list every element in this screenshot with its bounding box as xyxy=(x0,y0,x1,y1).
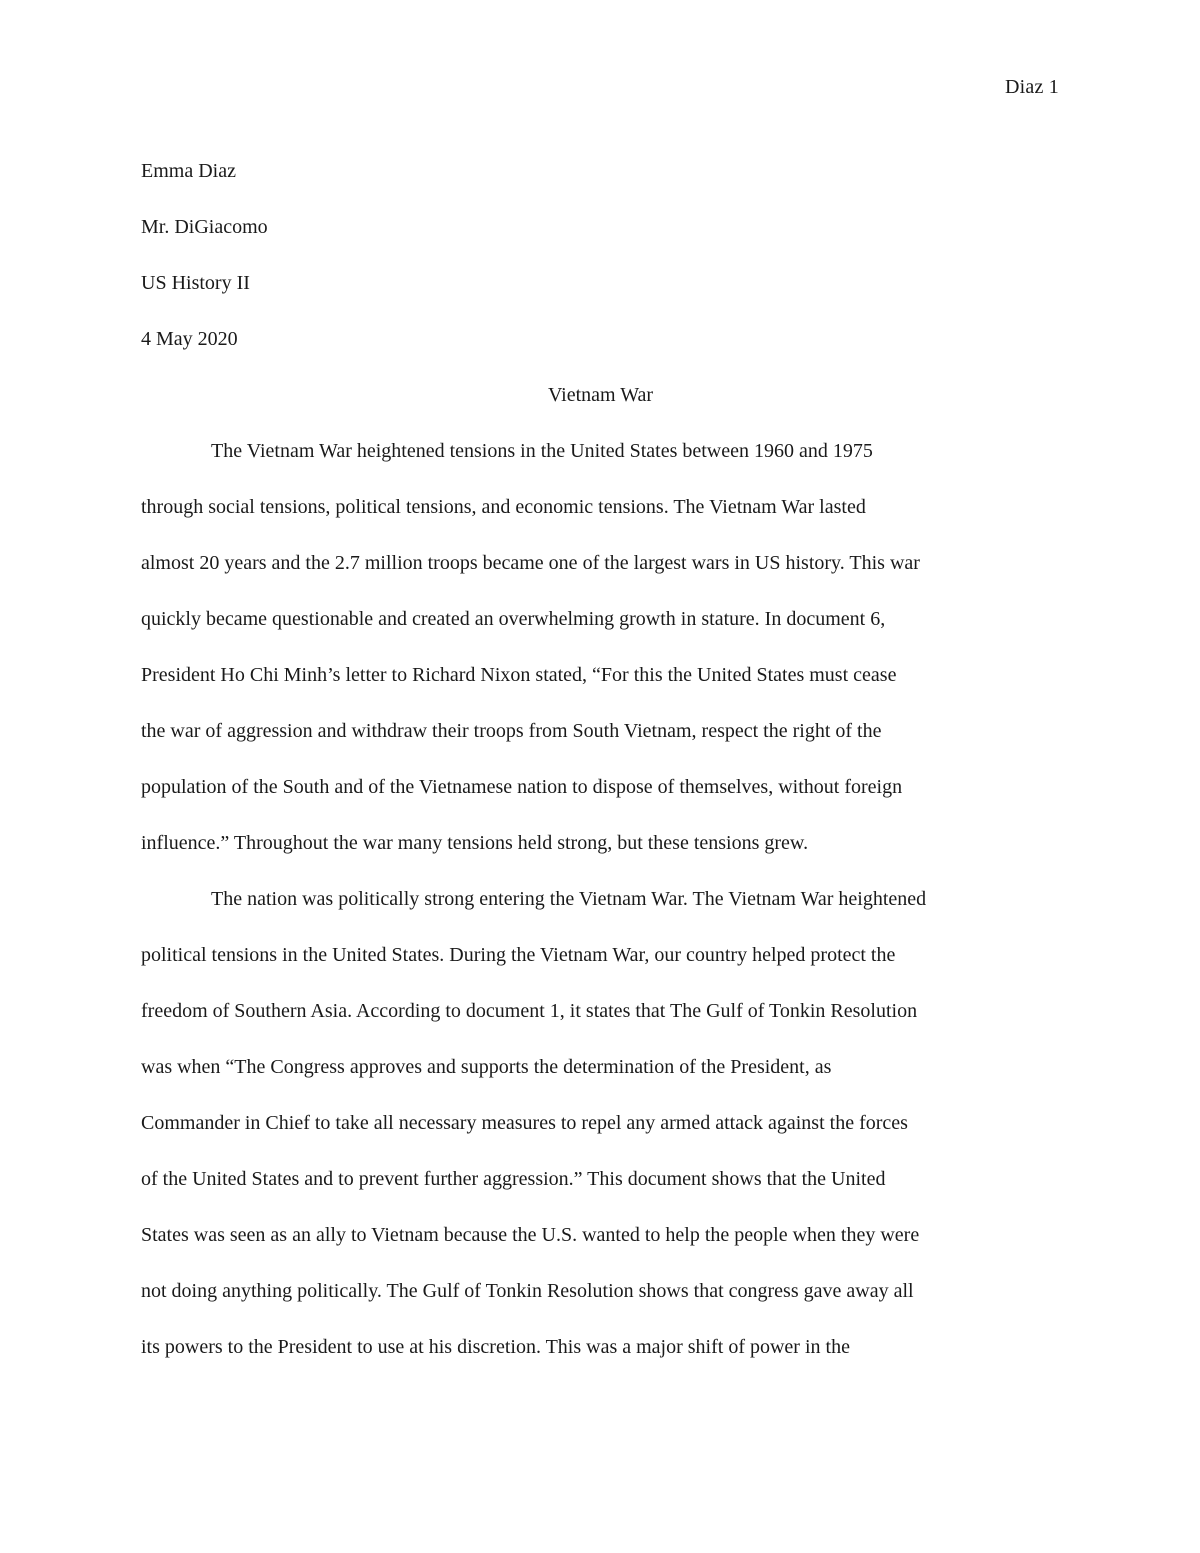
student-name: Emma Diaz xyxy=(141,160,236,182)
paragraph-line: through social tensions, political tensions, and economic tensions. The Vietnam War lasted xyxy=(141,496,866,518)
document-body xyxy=(141,143,1060,1375)
paragraph-line: was when “The Congress approves and supports the determination of the President, as xyxy=(141,1056,832,1078)
paragraph-line: influence.” Throughout the war many tensions held strong, but these tensions grew. xyxy=(141,832,809,854)
paragraph-line: political tensions in the United States. During the Vietnam War, our country helped protect the xyxy=(141,944,896,966)
document-date: 4 May 2020 xyxy=(141,328,238,350)
paragraph-line: population of the South and of the Vietnamese nation to dispose of themselves, without foreign xyxy=(141,776,903,798)
paragraph-line: Commander in Chief to take all necessary measures to repel any armed attack against the forces xyxy=(141,1112,908,1134)
paragraph-line: States was seen as an ally to Vietnam because the U.S. wanted to help the people when they were xyxy=(141,1224,920,1246)
paragraph-line: The Vietnam War heightened tensions in the United States between 1960 and 1975 xyxy=(211,440,873,462)
course-name: US History II xyxy=(141,272,250,294)
paragraph-line: quickly became questionable and created an overwhelming growth in stature. In document 6, xyxy=(141,608,886,630)
paragraph-line: its powers to the President to use at his discretion. This was a major shift of power in the xyxy=(141,1336,850,1358)
paragraph-line: freedom of Southern Asia. According to document 1, it states that The Gulf of Tonkin Resolution xyxy=(141,1000,918,1022)
page-header: Diaz 1 xyxy=(1005,76,1059,98)
paragraph-line: President Ho Chi Minh’s letter to Richard Nixon stated, “For this the United States must cease xyxy=(141,664,897,686)
paragraph-line: almost 20 years and the 2.7 million troops became one of the largest wars in US history. This war xyxy=(141,552,920,574)
document-title: Vietnam War xyxy=(547,384,654,406)
paragraph-line: not doing anything politically. The Gulf of Tonkin Resolution shows that congress gave away all xyxy=(141,1280,914,1302)
paragraph xyxy=(141,423,1060,871)
paragraph-line: the war of aggression and withdraw their troops from South Vietnam, respect the right of the xyxy=(141,720,882,742)
paragraph-line: of the United States and to prevent further aggression.” This document shows that the United xyxy=(141,1168,886,1190)
paragraph-line: The nation was politically strong entering the Vietnam War. The Vietnam War heightened xyxy=(211,888,927,910)
teacher-name: Mr. DiGiacomo xyxy=(141,216,268,238)
paragraph xyxy=(141,871,1060,1375)
